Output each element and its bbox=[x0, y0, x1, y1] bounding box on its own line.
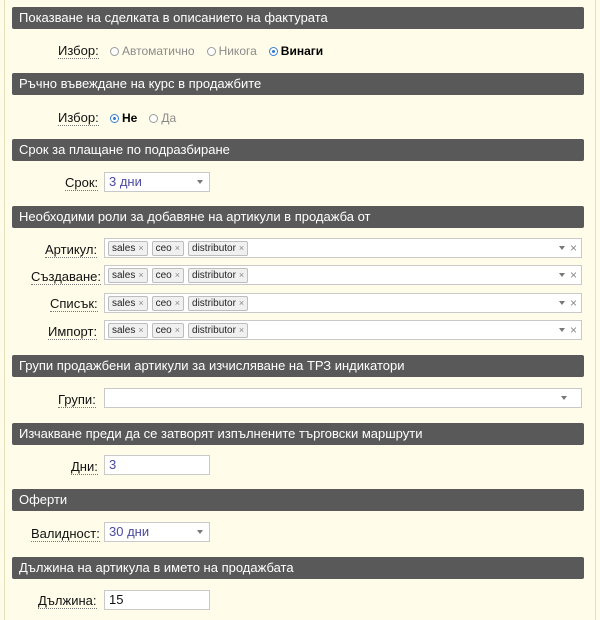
section-header-payment-term: Срок за плащане по подразбиране bbox=[12, 139, 584, 161]
remove-tag-icon[interactable]: × bbox=[138, 298, 144, 308]
tag-label: ceo bbox=[155, 243, 172, 254]
tag-label: sales bbox=[112, 325, 136, 336]
roles-create-label: Създаване: bbox=[31, 269, 102, 284]
remove-tag-icon[interactable]: × bbox=[138, 325, 144, 335]
radio-auto[interactable] bbox=[110, 44, 195, 58]
radio-no-dot[interactable] bbox=[110, 114, 119, 123]
tag-label: distributor bbox=[192, 325, 236, 336]
tag-distributor bbox=[188, 296, 248, 311]
roles-article-label: Артикул: bbox=[45, 242, 98, 257]
section-header-offers: Оферти bbox=[12, 489, 584, 511]
radio-no[interactable] bbox=[110, 111, 137, 125]
clear-icon[interactable]: × bbox=[569, 268, 577, 282]
tag-ceo bbox=[152, 323, 184, 338]
tag-sales bbox=[108, 241, 148, 256]
clear-icon[interactable]: × bbox=[569, 323, 577, 337]
radio-never[interactable] bbox=[207, 44, 257, 58]
offers-validity-select[interactable] bbox=[104, 522, 210, 542]
radio-yes-label: Да bbox=[161, 111, 177, 125]
tag-label: distributor bbox=[192, 243, 236, 254]
wait-routes-label: Дни: bbox=[71, 459, 98, 474]
remove-tag-icon[interactable]: × bbox=[138, 270, 144, 280]
roles-article-multiselect[interactable] bbox=[104, 238, 582, 258]
roles-import-multiselect[interactable] bbox=[104, 320, 582, 340]
tag-ceo bbox=[152, 296, 184, 311]
remove-tag-icon[interactable]: × bbox=[138, 243, 144, 253]
tag-sales bbox=[108, 323, 148, 338]
radio-always-label: Винаги bbox=[280, 44, 324, 58]
tag-label: ceo bbox=[155, 325, 172, 336]
invoice-deal-radio-group bbox=[110, 44, 335, 58]
section-header-name-length: Дължина на артикула в името на продажбата bbox=[12, 557, 584, 579]
chevron-down-icon[interactable] bbox=[559, 301, 565, 305]
radio-auto-label: Автоматично bbox=[122, 44, 195, 58]
tag-ceo bbox=[152, 241, 184, 256]
remove-tag-icon[interactable]: × bbox=[238, 270, 245, 280]
radio-never-dot[interactable] bbox=[207, 47, 216, 56]
remove-tag-icon[interactable]: × bbox=[174, 270, 181, 280]
payment-term-label: Срок: bbox=[65, 175, 99, 190]
roles-list-label: Списък: bbox=[50, 296, 98, 311]
tag-distributor bbox=[188, 241, 248, 256]
remove-tag-icon[interactable]: × bbox=[174, 243, 181, 253]
tag-label: sales bbox=[112, 243, 136, 254]
tag-label: sales bbox=[112, 298, 136, 309]
roles-create-multiselect[interactable] bbox=[104, 265, 582, 285]
chevron-down-icon bbox=[561, 396, 567, 400]
tag-distributor bbox=[188, 323, 248, 338]
radio-auto-dot[interactable] bbox=[110, 47, 119, 56]
tag-label: distributor bbox=[192, 298, 236, 309]
remove-tag-icon[interactable]: × bbox=[174, 325, 181, 335]
radio-no-label: Не bbox=[122, 111, 138, 125]
chevron-down-icon[interactable] bbox=[559, 273, 565, 277]
groups-select[interactable] bbox=[104, 388, 582, 408]
manual-rate-radio-group bbox=[110, 111, 188, 125]
roles-list-multiselect[interactable] bbox=[104, 293, 582, 313]
invoice-deal-label: Избор: bbox=[58, 43, 99, 58]
chevron-down-icon[interactable] bbox=[559, 328, 565, 332]
clear-icon[interactable]: × bbox=[569, 241, 577, 255]
tag-label: ceo bbox=[155, 270, 172, 281]
name-length-input[interactable]: 15 bbox=[104, 590, 210, 610]
remove-tag-icon[interactable]: × bbox=[238, 325, 245, 335]
radio-always-dot[interactable] bbox=[269, 47, 278, 56]
groups-label: Групи: bbox=[58, 392, 96, 407]
clear-icon[interactable]: × bbox=[569, 296, 577, 310]
section-header-manual-rate: Ръчно въвеждане на курс в продажбите bbox=[12, 73, 584, 95]
roles-import-label: Импорт: bbox=[48, 324, 98, 339]
section-header-invoice-deal: Показване на сделката в описанието на фактурата bbox=[12, 7, 584, 29]
chevron-down-icon bbox=[197, 180, 203, 184]
offers-validity-label: Валидност: bbox=[31, 526, 100, 541]
wait-days-input[interactable]: 3 bbox=[104, 455, 210, 475]
radio-always[interactable] bbox=[269, 44, 323, 58]
radio-never-label: Никога bbox=[218, 44, 257, 58]
tag-ceo bbox=[152, 268, 184, 283]
tag-label: ceo bbox=[155, 298, 172, 309]
tag-sales bbox=[108, 268, 148, 283]
remove-tag-icon[interactable]: × bbox=[238, 243, 245, 253]
section-header-wait-routes: Изчакване преди да се затворят изпълнените търговски маршрути bbox=[12, 423, 584, 445]
tag-sales bbox=[108, 296, 148, 311]
section-header-roles: Необходими роли за добавяне на артикули в продажба от bbox=[12, 206, 584, 228]
name-length-label: Дължина: bbox=[38, 593, 97, 608]
remove-tag-icon[interactable]: × bbox=[174, 298, 181, 308]
remove-tag-icon[interactable]: × bbox=[238, 298, 245, 308]
chevron-down-icon[interactable] bbox=[559, 246, 565, 250]
tag-label: distributor bbox=[192, 270, 236, 281]
radio-yes-dot[interactable] bbox=[149, 114, 158, 123]
chevron-down-icon bbox=[197, 530, 203, 534]
radio-yes[interactable] bbox=[149, 111, 176, 125]
payment-term-value: 3 дни bbox=[109, 174, 142, 189]
tag-label: sales bbox=[112, 270, 136, 281]
section-header-groups: Групи продажбени артикули за изчисляване на ТРЗ индикатори bbox=[12, 355, 584, 377]
tag-distributor bbox=[188, 268, 248, 283]
payment-term-select[interactable] bbox=[104, 172, 210, 192]
offers-validity-value: 30 дни bbox=[109, 524, 150, 539]
manual-rate-label: Избор: bbox=[58, 110, 99, 125]
